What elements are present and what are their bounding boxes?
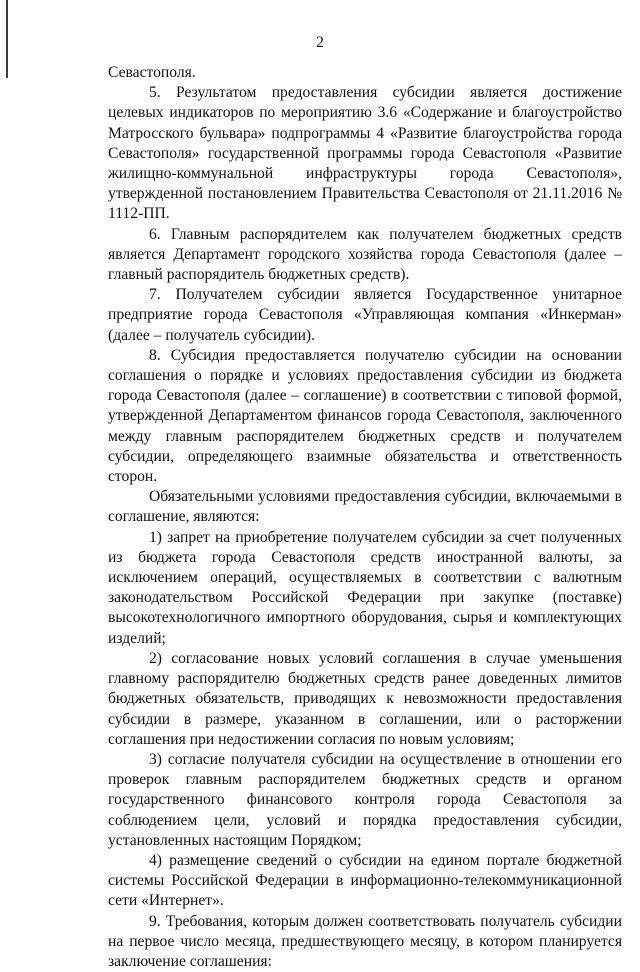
list-item: 4) размещение сведений о субсидии на едином портале бюджетной системы Российской Федерации в информационно-телекоммуникационной сети «Интернет».	[108, 851, 622, 910]
paragraph: 6. Главным распорядителем как получателем бюджетных средств является Департамент городского хозяйства города Севастополя (далее – главный распорядитель бюджетных средств).	[108, 225, 622, 284]
page-number: 2	[316, 34, 324, 51]
list-item: 1) запрет на приобретение получателем субсидии за счет полученных из бюджета города Севастополя средств иностранной валюты, за исключением операций, осуществляемых в соответствии с валютным законодательством Российской Федерации при закупке (поставке) высокотехнологичного импортного оборудования, сырья и комплектующих изделий;	[108, 528, 622, 647]
paragraph: 7. Получателем субсидии является Государственное унитарное предприятие города Севастополя «Управляющая компания «Инкерман» (далее – получатель субсидии).	[108, 286, 622, 344]
paragraph: 8. Субсидия предоставляется получателю субсидии на основании соглашения о порядке и условиях предоставления субсидии из бюджета города Севастополя (далее – соглашение) в соответствии с типовой формой, утвержденной Департаментом финансов города Севастополя, заключенного между главным распорядителем бюджетных средств и получателем субсидии, определяющего взаимные обязательства и ответственность сторон.	[108, 346, 622, 486]
paragraph: 9. Требования, которым должен соответствовать получатель субсидии на первое число месяца, предшествующего месяцу, в котором планируется заключение соглашения:	[108, 912, 622, 970]
list-item: 2) согласование новых условий соглашения в случае уменьшения главному распорядителю бюджетных средств ранее доведенных лимитов бюджетных обязательств, приводящих к невозможности предоставления субсидии в размере, указанном в соглашении, или о расторжении соглашения при недостижении согласия по новым условиям;	[108, 649, 622, 748]
paragraph: Обязательными условиями предоставления субсидии, включаемыми в соглашение, являются:	[108, 488, 622, 526]
paragraph: 5. Результатом предоставления субсидии является достижение целевых индикаторов по мероприятию 3.6 «Содержание и благоустройство Матросского бульвара» подпрограммы 4 «Развитие благоустройства города Севастополя» государственной программы города Севастополя «Развитие жилищно-коммунальной инфраструктуры города Севастополя», утвержденной постановлением Правительства Севастополя от 21.11.2016 № 1112-ПП.	[108, 84, 622, 223]
list-item: 3) согласие получателя субсидии на осуществление в отношении его проверок главным распорядителем бюджетных средств и органом государственного финансового контроля города Севастополя за соблюдением цели, условий и порядка предоставления субсидии, установленных настоящим Порядком;	[108, 750, 622, 849]
document-body	[108, 63, 622, 972]
paragraph: Севастополя.	[108, 64, 196, 81]
